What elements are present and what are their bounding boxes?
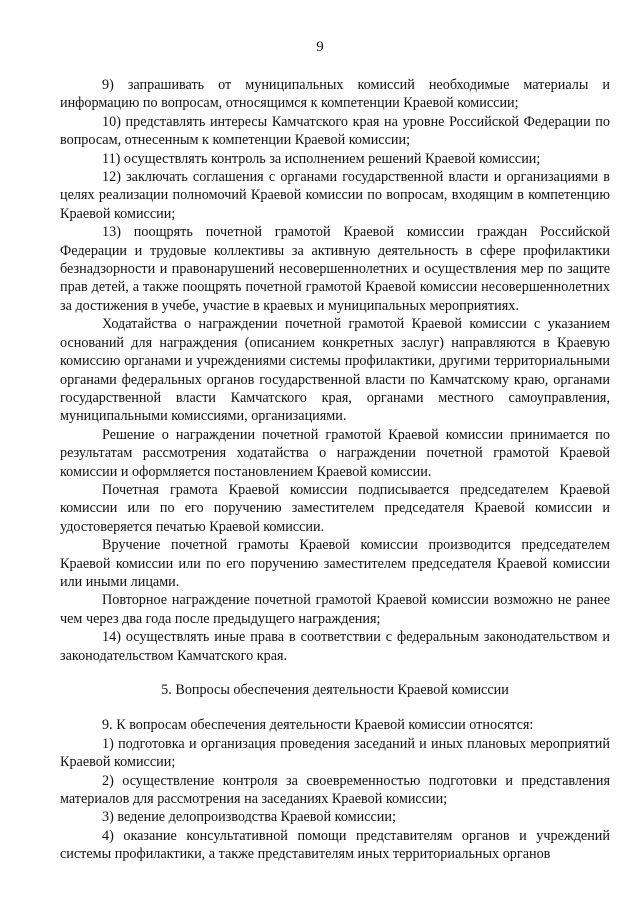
paragraph-item-9: 9) запрашивать от муниципальных комиссий необходимые материалы и информацию по вопросам, относящимся к компетенции Краевой комиссии; — [60, 77, 610, 112]
paragraph-support-item-3: 3) ведение делопроизводства Краевой комиссии; — [102, 809, 396, 826]
paragraph-award-signing: Почетная грамота Краевой комиссии подписывается председателем Краевой комиссии или по его поручению заместителем председателя Краевой комиссии и удостоверяется печатью Краевой комиссии. — [60, 481, 610, 535]
paragraph-section-intro: 9. К вопросам обеспечения деятельности Краевой комиссии относятся: — [102, 717, 534, 734]
document-body — [60, 76, 610, 864]
paragraph-item-10: 10) представлять интересы Камчатского края на уровне Российской Федерации по вопросам, отнесенным к компетенции Краевой комиссии; — [60, 113, 610, 149]
paragraph-award-decision: Решение о награждении почетной грамотой Краевой комиссии принимается по результатам рассмотрения ходатайства о награждении почетной грамотой Краевой комиссии и оформляется постановлением Краевой комиссии. — [60, 426, 610, 480]
paragraph-item-11: 11) осуществлять контроль за исполнением решений Краевой комиссии; — [102, 150, 541, 167]
paragraph-item-14: 14) осуществлять иные права в соответствии с федеральным законодательством и законодательством Камчатского края. — [60, 629, 610, 664]
paragraph-support-item-4: 4) оказание консультативной помощи представителям органов и учреждений системы профилактики, а также представителям иных территориальных органов — [60, 827, 610, 863]
paragraph-item-12: 12) заключать соглашения с органами государственной власти и организациями в целях реализации полномочий Краевой комиссии по вопросам, входящим в компетенцию Краевой комиссии; — [60, 169, 610, 222]
paragraph-support-item-2: 2) осуществление контроля за своевременностью подготовки и представления материалов для рассмотрения на заседаниях Краевой комиссии; — [60, 772, 610, 808]
paragraph-item-13: 13) поощрять почетной грамотой Краевой комиссии граждан Российской Федерации и трудовые коллективы за активную деятельность в сфере профилактики безнадзорности и правонарушений несовершеннолетних и осуществления мер по защите прав детей, а также поощрять почетной грамотой Краевой комиссии несовершеннолетних за достижения в учебе, участие в краевых и муниципальных мероприятиях. — [60, 224, 610, 314]
paragraph-award-presentation: Вручение почетной грамоты Краевой комиссии производится председателем Краевой комиссии или по его поручению заместителем председателя Краевой комиссии или иными лицами. — [60, 537, 610, 590]
paragraph-award-repeat: Повторное награждение почетной грамотой Краевой комиссии возможно не ранее чем через два года после предыдущего награждения; — [60, 592, 610, 627]
paragraph-award-petitions: Ходатайства о награждении почетной грамотой Краевой комиссии с указанием оснований для награждения (описанием конкретных заслуг) направляются в Краевую комиссию органами и учреждениями системы профилактики, другими территориальными органами федеральных органов государственной власти по Камчатскому краю, органами государственной власти Камчатского края, органами местного самоуправления, муниципальными комиссиями, организациями. — [60, 316, 610, 425]
section-heading: 5. Вопросы обеспечения деятельности Краевой комиссии — [161, 682, 509, 698]
paragraph-support-item-1: 1) подготовка и организация проведения заседаний и иных плановых мероприятий Краевой комиссии; — [60, 735, 610, 771]
page-number: 9 — [316, 39, 324, 55]
